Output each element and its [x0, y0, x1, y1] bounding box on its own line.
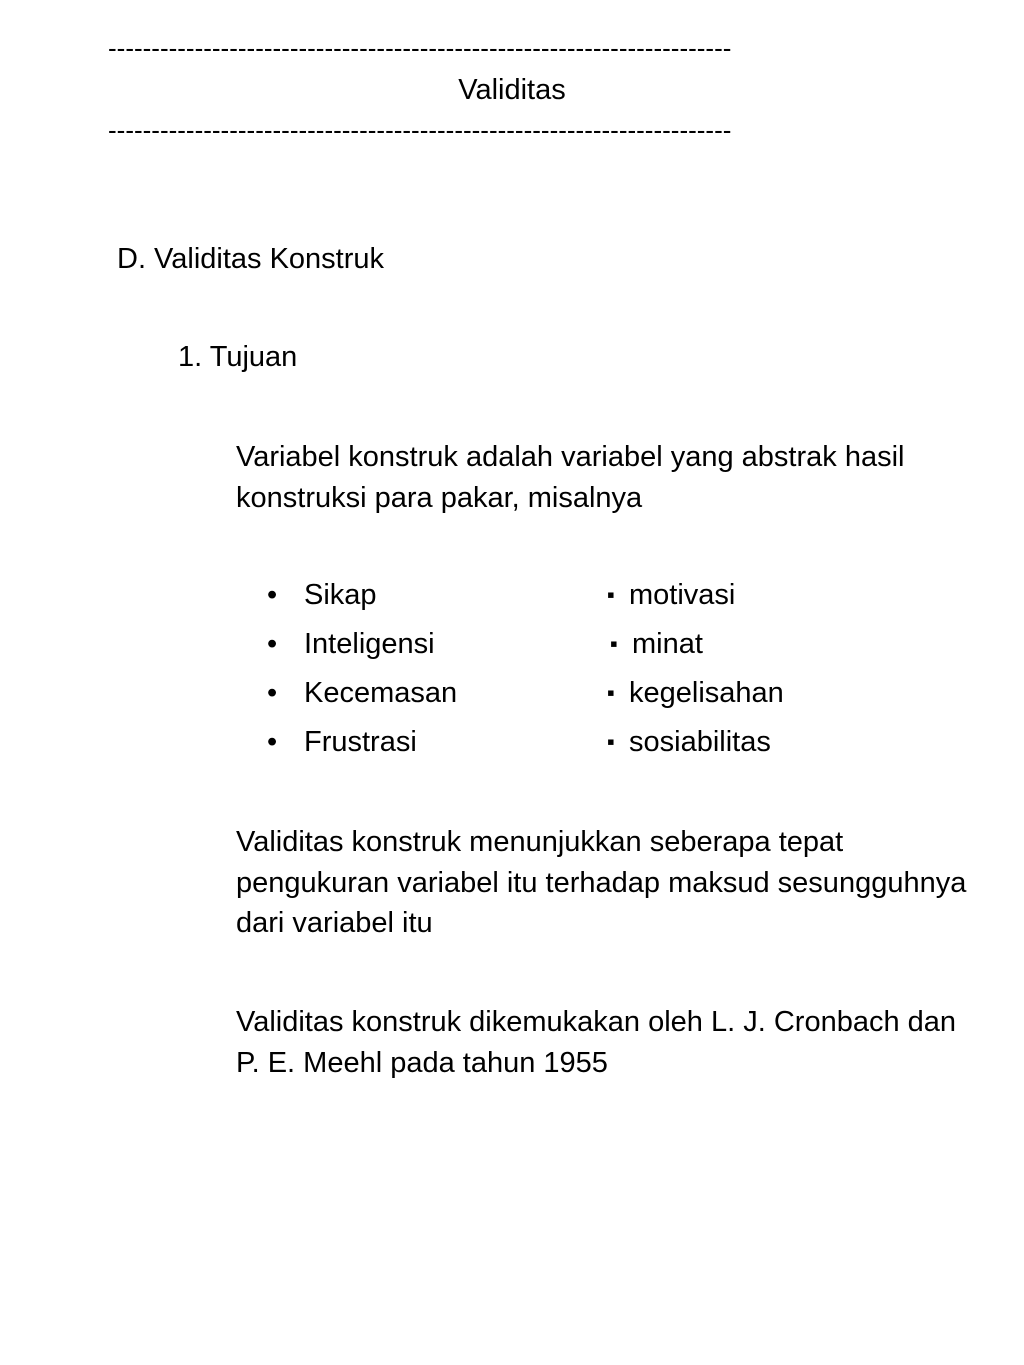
- list-item: [267, 674, 907, 723]
- square-bullet-icon: ▪: [607, 582, 615, 607]
- top-dashed-rule: ------------------------------------------------------------------------: [108, 36, 732, 60]
- page-title: Validitas: [458, 74, 566, 106]
- list-item-right-label: minat: [632, 628, 703, 660]
- bullet-icon: •: [267, 726, 278, 758]
- square-bullet-icon: ▪: [607, 729, 615, 754]
- bullet-icon: •: [267, 677, 278, 709]
- origin-paragraph: Validitas konstruk dikemukakan oleh L. J. Cronbach dan P. E. Meehl pada tahun 1955: [236, 1006, 957, 1079]
- square-bullet-icon: ▪: [610, 631, 618, 656]
- list-item: [267, 723, 907, 772]
- list-item-right-label: sosiabilitas: [629, 726, 771, 758]
- list-item-left-label: Frustrasi: [304, 726, 417, 758]
- explanation-paragraph: Validitas konstruk menunjukkan seberapa tepat pengukuran variabel itu terhadap maksud sesungguhnya dari variabel itu: [236, 826, 967, 939]
- bullet-icon: •: [267, 628, 278, 660]
- bullet-icon: •: [267, 579, 278, 611]
- list-item-left-label: Kecemasan: [304, 677, 458, 709]
- list-item-right-label: kegelisahan: [629, 677, 784, 709]
- definition-paragraph: Variabel konstruk adalah variabel yang abstrak hasil konstruksi para pakar, misalnya: [236, 441, 905, 514]
- list-item: [267, 625, 907, 674]
- construct-examples-list: [267, 576, 907, 772]
- list-item-left-label: Inteligensi: [304, 628, 435, 660]
- list-item: [267, 576, 907, 625]
- bottom-dashed-rule: ------------------------------------------------------------------------: [108, 118, 732, 142]
- list-item-right-label: motivasi: [629, 579, 736, 611]
- subsection-heading: 1. Tujuan: [178, 341, 298, 373]
- square-bullet-icon: ▪: [607, 680, 615, 705]
- section-heading: D. Validitas Konstruk: [117, 243, 385, 275]
- list-item-left-label: Sikap: [304, 579, 377, 611]
